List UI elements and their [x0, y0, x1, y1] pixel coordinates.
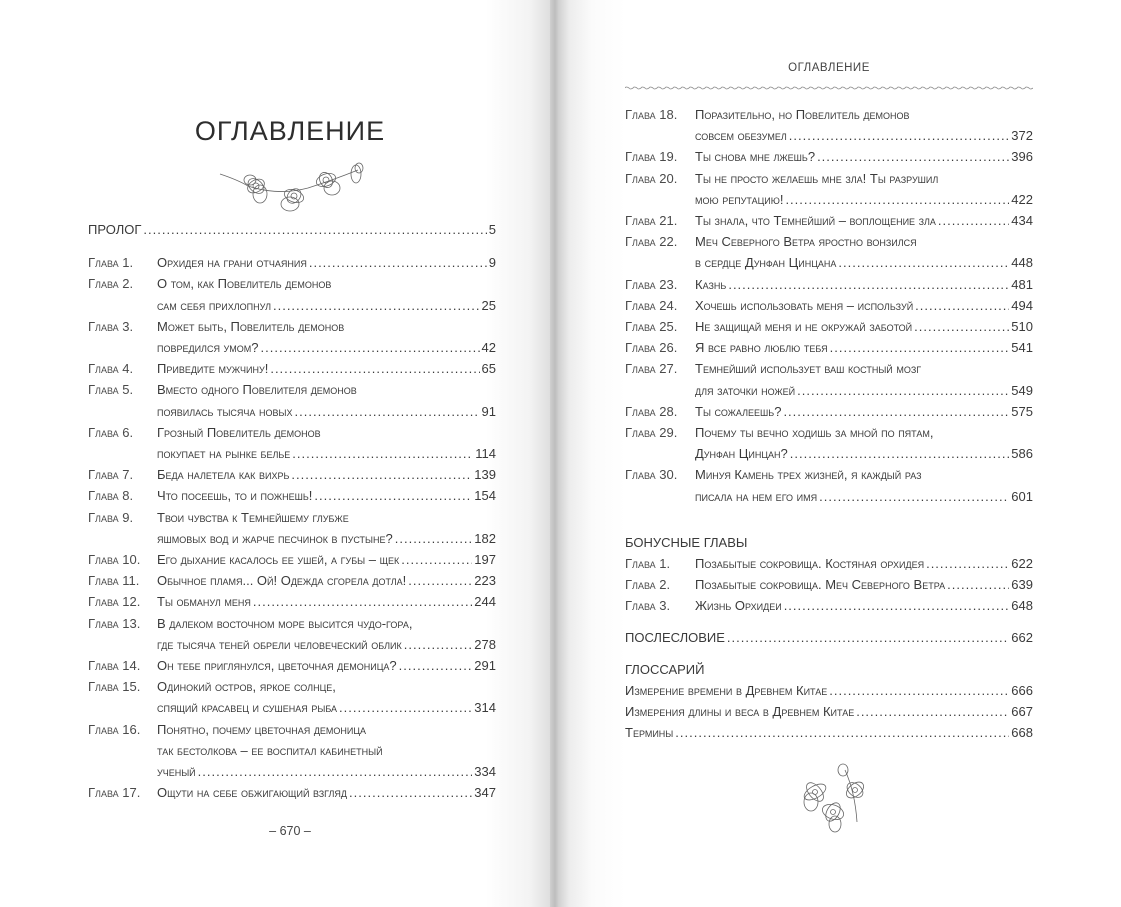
glossary-entry[interactable] — [625, 701, 1033, 722]
chapter-number: Глава 13. — [88, 615, 141, 631]
page-title: ОГЛАВЛЕНИЕ — [194, 116, 386, 146]
toc-entry[interactable] — [625, 104, 1033, 146]
chapter-title-line: Жизнь Орхидеи — [695, 598, 782, 614]
page-number: 541 — [1011, 340, 1033, 356]
chapter-number: Глава 28. — [625, 403, 678, 419]
chapter-title-last-line — [157, 358, 496, 379]
page-number: 667 — [1011, 704, 1033, 720]
chapter-title — [695, 337, 1033, 358]
page-number: 223 — [474, 573, 496, 589]
chapter-title-last-line — [695, 486, 1033, 507]
chapter-title-line: Беда налетела как вихрь — [157, 467, 290, 483]
chapter-title-line: для заточки ножей — [695, 382, 796, 398]
dot-leader — [295, 401, 480, 422]
chapter-title — [695, 553, 1033, 574]
toc-prologue[interactable] — [88, 219, 496, 240]
chapter-title-line: сам себя прихлопнул — [157, 297, 271, 313]
page-number: 334 — [474, 764, 496, 780]
toc-entry[interactable] — [625, 464, 1033, 506]
chapter-title — [157, 676, 496, 718]
toc-entry[interactable] — [88, 464, 496, 485]
page-number: 114 — [475, 446, 496, 462]
page-number: 65 — [481, 361, 496, 377]
dot-leader — [349, 782, 472, 803]
chapter-title-last-line — [157, 528, 496, 549]
chapter-title-line: Понятно, почему цветочная демоница — [157, 721, 367, 737]
page-number: 372 — [1011, 128, 1033, 144]
page-number: 197 — [474, 552, 496, 568]
page-number: 662 — [1011, 629, 1033, 645]
chapter-title-last-line — [157, 697, 496, 718]
chapter-title — [157, 316, 496, 358]
page-number: 575 — [1011, 403, 1033, 419]
chapter-title-last-line — [157, 782, 496, 803]
chapter-title — [157, 782, 496, 803]
chapter-title — [157, 273, 496, 315]
chapter-title-line: яшмовых вод и жарче песчинок в пустыне? — [157, 530, 393, 546]
page-number: 639 — [1011, 577, 1033, 593]
chapter-number: Глава 10. — [88, 552, 141, 568]
page-number: 422 — [1011, 191, 1033, 207]
dot-leader — [829, 680, 1009, 701]
chapter-title-last-line — [157, 591, 496, 612]
dot-leader — [784, 595, 1010, 616]
chapter-number: Глава 2. — [625, 577, 671, 593]
orchid-ornament-icon — [795, 762, 875, 834]
page-number: 510 — [1011, 319, 1033, 335]
chapter-number: Глава 20. — [625, 170, 678, 186]
chapter-title — [695, 464, 1033, 506]
page-number: 648 — [1011, 598, 1033, 614]
chapter-title-last-line — [695, 316, 1033, 337]
chapter-title — [157, 507, 496, 549]
dot-leader — [261, 337, 480, 358]
chapter-title-line: Не защищай меня и не окружай заботой — [695, 319, 913, 335]
chapter-title — [157, 655, 496, 676]
page-number: 291 — [474, 658, 496, 674]
chapter-title-last-line — [157, 549, 496, 570]
chapter-number: Глава 6. — [88, 424, 134, 440]
chapter-number: Глава 12. — [88, 594, 141, 610]
chapter-number: Глава 25. — [625, 319, 678, 335]
page-number: 666 — [1011, 683, 1033, 699]
chapter-list — [88, 252, 496, 803]
page-number: 278 — [474, 636, 496, 652]
chapter-title-line: В далеком восточном море высится чудо-гора, — [157, 615, 413, 631]
page-number: 347 — [474, 785, 496, 801]
chapter-title — [157, 252, 496, 273]
wavy-divider — [625, 84, 1033, 92]
page-number: 668 — [1011, 725, 1033, 741]
running-head: ОГЛАВЛЕНИЕ — [788, 62, 870, 74]
dot-leader — [270, 358, 479, 379]
chapter-title-line: Ты не просто желаешь мне зла! Ты разрушил — [695, 170, 939, 186]
chapter-number: Глава 1. — [625, 556, 671, 572]
chapter-title-line: Поразительно, но Повелитель демонов — [695, 107, 910, 122]
chapter-title-line: Вместо одного Повелителя демонов — [157, 382, 357, 398]
chapter-number: Глава 26. — [625, 340, 678, 356]
chapter-title — [157, 719, 496, 783]
page-number: 91 — [481, 403, 496, 419]
page-number: 549 — [1011, 382, 1033, 398]
toc-entry[interactable] — [88, 252, 496, 273]
chapter-title-line: Что посеешь, то и пожнешь! — [157, 488, 313, 504]
toc-entry[interactable] — [625, 146, 1033, 167]
dot-leader — [198, 761, 473, 782]
chapter-title-last-line — [695, 125, 1033, 146]
chapter-title-line: О том, как Повелитель демонов — [157, 276, 332, 292]
chapter-title — [695, 146, 1033, 167]
chapter-title-last-line — [157, 464, 496, 485]
toc-afterword[interactable] — [625, 627, 1033, 648]
dot-leader — [675, 722, 1009, 743]
chapter-title — [695, 231, 1033, 273]
page-number: 481 — [1011, 276, 1033, 292]
chapter-title-line: Его дыхание касалось ее ушей, а губы – щек — [157, 552, 400, 568]
page-number: 494 — [1011, 297, 1033, 313]
chapter-title — [157, 591, 496, 612]
chapter-number: Глава 8. — [88, 488, 134, 504]
chapter-title-line: Одинокий остров, яркое солнце, — [157, 679, 336, 695]
toc-entry[interactable] — [625, 358, 1033, 400]
dot-leader — [309, 252, 487, 273]
afterword-label: ПОСЛЕСЛОВИЕ — [625, 629, 725, 645]
chapter-title-last-line — [157, 401, 496, 422]
chapter-title-line: Орхидея на грани отчаяния — [157, 255, 307, 271]
toc-entry[interactable] — [88, 422, 496, 464]
dot-leader — [856, 701, 1009, 722]
glossary-title: Измерения длины и веса в Древнем Китае — [625, 704, 855, 720]
chapter-number: Глава 23. — [625, 276, 678, 292]
glossary-entry[interactable] — [625, 722, 1033, 743]
chapter-title — [157, 570, 496, 591]
chapter-number: Глава 15. — [88, 679, 141, 695]
chapter-title — [157, 549, 496, 570]
chapter-title-line: в сердце Дунфан Цинцана — [695, 255, 837, 271]
chapter-title — [695, 316, 1033, 337]
chapter-title-last-line — [157, 443, 496, 464]
chapter-number: Глава 1. — [88, 255, 134, 271]
toc-entry[interactable] — [625, 274, 1033, 295]
chapter-title-line: Грозный Повелитель демонов — [157, 424, 321, 440]
bonus-chapter-list — [625, 553, 1033, 617]
dot-leader — [789, 125, 1010, 146]
chapter-number: Глава 19. — [625, 149, 678, 165]
chapter-number: Глава 22. — [625, 234, 678, 250]
toc-left — [88, 219, 496, 803]
dot-leader — [401, 549, 472, 570]
chapter-title-last-line — [695, 146, 1033, 167]
page-number: 448 — [1011, 255, 1033, 271]
chapter-title — [695, 595, 1033, 616]
glossary-title: Термины — [625, 725, 674, 741]
chapter-title-line: повредился умом? — [157, 340, 259, 356]
chapter-number: Глава 2. — [88, 276, 134, 292]
orchid-ornament-icon — [218, 160, 368, 212]
toc-entry[interactable] — [88, 485, 496, 506]
dot-leader — [819, 486, 1009, 507]
toc-entry[interactable] — [88, 358, 496, 379]
toc-entry[interactable] — [88, 591, 496, 612]
chapter-title — [695, 295, 1033, 316]
chapter-title-last-line — [695, 443, 1033, 464]
chapter-title-last-line — [695, 252, 1033, 273]
chapter-title-last-line — [695, 337, 1033, 358]
dot-leader — [253, 591, 472, 612]
page-number: 601 — [1011, 488, 1033, 504]
page-number: 434 — [1011, 213, 1033, 229]
chapter-title — [157, 379, 496, 421]
chapter-title-line: мою репутацию! — [695, 191, 784, 207]
toc-entry[interactable] — [625, 574, 1033, 595]
chapter-title-line: спящий красавец и сушеная рыба — [157, 700, 338, 716]
chapter-number: Глава 14. — [88, 658, 141, 674]
dot-leader — [938, 210, 1009, 231]
dot-leader — [339, 697, 472, 718]
chapter-number: Глава 3. — [88, 318, 134, 334]
dot-leader — [817, 146, 1009, 167]
chapter-title-line: писала на нем его имя — [695, 488, 818, 504]
chapter-title-last-line — [157, 634, 496, 655]
prologue-label: ПРОЛОГ — [88, 222, 142, 237]
toc-right — [625, 104, 1033, 744]
dot-leader — [292, 443, 473, 464]
toc-entry[interactable] — [88, 507, 496, 549]
glossary-entry[interactable] — [625, 680, 1033, 701]
chapter-title-line: Приведите мужчину! — [157, 361, 269, 377]
dot-leader — [291, 464, 472, 485]
chapter-number: Глава 18. — [625, 107, 678, 122]
chapter-number: Глава 3. — [625, 598, 671, 614]
bonus-heading: БОНУСНЫЕ ГЛАВЫ — [625, 534, 748, 550]
chapter-number: Глава 17. — [88, 785, 141, 801]
chapter-title-line: так бестолкова – ее воспитал кабинетный — [157, 742, 383, 758]
chapter-title — [157, 613, 496, 655]
toc-entry[interactable] — [625, 295, 1033, 316]
toc-entry[interactable] — [625, 595, 1033, 616]
dot-leader — [838, 252, 1009, 273]
chapter-number: Глава 29. — [625, 425, 678, 441]
chapter-title-last-line — [157, 570, 496, 591]
chapter-title-line: Хочешь использовать меня – используй — [695, 297, 914, 313]
chapter-title-line: Казнь — [695, 276, 727, 292]
chapter-title-line: Почему ты вечно ходишь за мной по пятам, — [695, 425, 934, 441]
chapter-title — [157, 485, 496, 506]
dot-leader — [914, 316, 1009, 337]
chapter-title-last-line — [695, 380, 1033, 401]
dot-leader — [314, 485, 472, 506]
toc-entry[interactable] — [88, 719, 496, 783]
chapter-title-last-line — [157, 485, 496, 506]
chapter-title-last-line — [695, 553, 1033, 574]
page-number: 182 — [474, 530, 496, 546]
toc-entry[interactable] — [625, 210, 1033, 231]
chapter-title — [695, 358, 1033, 400]
chapter-title — [695, 104, 1033, 146]
chapter-title-line: Твои чувства к Темнейшему глубже — [157, 509, 349, 525]
page-number: 25 — [481, 297, 496, 313]
chapter-title-line: Может быть, Повелитель демонов — [157, 318, 345, 334]
toc-entry[interactable] — [625, 422, 1033, 464]
page-number-footer: – 670 – — [269, 824, 311, 838]
chapter-title — [695, 401, 1033, 422]
chapter-title — [157, 422, 496, 464]
chapter-number: Глава 4. — [88, 361, 134, 377]
chapter-title — [695, 210, 1033, 231]
page-number: 5 — [488, 222, 496, 237]
chapter-number: Глава 24. — [625, 297, 678, 313]
chapter-number: Глава 7. — [88, 467, 134, 483]
chapter-title-line: появилась тысяча новых — [157, 403, 293, 419]
chapter-title-last-line — [157, 252, 496, 273]
toc-entry[interactable] — [625, 231, 1033, 273]
dot-leader — [790, 443, 1010, 464]
dot-leader — [785, 189, 1009, 210]
page-number: 586 — [1011, 446, 1033, 462]
chapter-title-last-line — [157, 655, 496, 676]
chapter-title-line: Ты снова мне лжешь? — [695, 149, 816, 165]
dot-leader — [273, 295, 480, 316]
chapter-title-line: Ощути на себе обжигающий взгляд — [157, 785, 348, 801]
chapter-title-line: Он тебе приглянулся, цветочная демоница? — [157, 658, 397, 674]
page-number: 9 — [488, 255, 496, 271]
dot-leader — [395, 528, 473, 549]
toc-entry[interactable] — [88, 549, 496, 570]
toc-entry[interactable] — [625, 168, 1033, 210]
chapter-title-last-line — [157, 337, 496, 358]
chapter-title — [695, 574, 1033, 595]
chapter-title — [157, 464, 496, 485]
chapter-title-line: где тысяча теней обрели человеческий облик — [157, 636, 402, 652]
chapter-title-line: Минуя Камень трех жизней, я каждый раз — [695, 467, 922, 483]
toc-entry[interactable] — [88, 676, 496, 718]
page-number: 396 — [1011, 149, 1033, 165]
chapter-title-last-line — [695, 574, 1033, 595]
chapter-title — [695, 422, 1033, 464]
toc-entry[interactable] — [88, 379, 496, 421]
chapter-title-line: ученый — [157, 764, 196, 780]
chapter-number: Глава 11. — [88, 573, 140, 589]
chapter-number: Глава 30. — [625, 467, 678, 483]
chapter-number: Глава 16. — [88, 721, 141, 737]
dot-leader — [783, 401, 1009, 422]
chapter-title — [695, 168, 1033, 210]
chapter-title-line: Ты сожалеешь? — [695, 403, 782, 419]
page-number: 154 — [474, 488, 496, 504]
chapter-title-last-line — [695, 274, 1033, 295]
chapter-number: Глава 9. — [88, 509, 134, 525]
chapter-title — [695, 274, 1033, 295]
chapter-title-line: Обычное пламя... Ой! Одежда сгорела дотла! — [157, 573, 407, 589]
chapter-number: Глава 21. — [625, 213, 678, 229]
chapter-title-line: Позабытые сокровища. Костяная орхидея — [695, 556, 925, 572]
toc-entry[interactable] — [625, 553, 1033, 574]
page-number: 314 — [474, 700, 496, 716]
dot-leader — [143, 219, 486, 240]
dot-leader — [399, 655, 473, 676]
page-number: 139 — [474, 467, 496, 483]
chapter-title-last-line — [695, 595, 1033, 616]
chapter-title-line: Позабытые сокровища. Меч Северного Ветра — [695, 577, 946, 593]
chapter-title-line: покупает на рынке белье — [157, 446, 291, 462]
dot-leader — [404, 634, 473, 655]
chapter-title-line: Ты обманул меня — [157, 594, 251, 610]
page-number: 622 — [1011, 556, 1033, 572]
page-number: 244 — [474, 594, 496, 610]
chapter-title — [157, 358, 496, 379]
toc-entry[interactable] — [88, 782, 496, 803]
toc-entry[interactable] — [625, 316, 1033, 337]
chapter-number: Глава 27. — [625, 361, 678, 377]
dot-leader — [926, 553, 1009, 574]
glossary-title: Измерение времени в Древнем Китае — [625, 683, 828, 699]
dot-leader — [915, 295, 1009, 316]
dot-leader — [408, 570, 472, 591]
toc-entry[interactable] — [88, 316, 496, 358]
glossary-list — [625, 680, 1033, 744]
chapter-list — [625, 104, 1033, 507]
dot-leader — [728, 274, 1009, 295]
chapter-title-last-line — [157, 761, 496, 782]
toc-entry[interactable] — [625, 401, 1033, 422]
chapter-title-line: Ты знала, что Темнейший – воплощение зла — [695, 213, 936, 229]
chapter-title-last-line — [695, 401, 1033, 422]
chapter-title-line: Темнейший использует ваш костный мозг — [695, 361, 922, 377]
chapter-title-line: Дунфан Цинцан? — [695, 446, 788, 462]
page-number: 42 — [481, 340, 496, 356]
chapter-title-last-line — [695, 295, 1033, 316]
toc-entry[interactable] — [88, 655, 496, 676]
chapter-title-last-line — [157, 295, 496, 316]
dot-leader — [830, 337, 1010, 358]
chapter-title-last-line — [695, 210, 1033, 231]
chapter-title-line: Меч Северного Ветра яростно вонзился — [695, 234, 917, 250]
toc-entry[interactable] — [88, 613, 496, 655]
chapter-title-line: Я все равно люблю тебя — [695, 340, 828, 356]
dot-leader — [797, 380, 1009, 401]
glossary-heading: ГЛОССАРИЙ — [625, 661, 705, 677]
chapter-title-last-line — [695, 189, 1033, 210]
dot-leader — [727, 627, 1009, 648]
toc-entry[interactable] — [625, 337, 1033, 358]
toc-entry[interactable] — [88, 570, 496, 591]
chapter-title-line: совсем обезумел — [695, 128, 787, 144]
chapter-number: Глава 5. — [88, 382, 134, 398]
toc-entry[interactable] — [88, 273, 496, 315]
dot-leader — [947, 574, 1009, 595]
